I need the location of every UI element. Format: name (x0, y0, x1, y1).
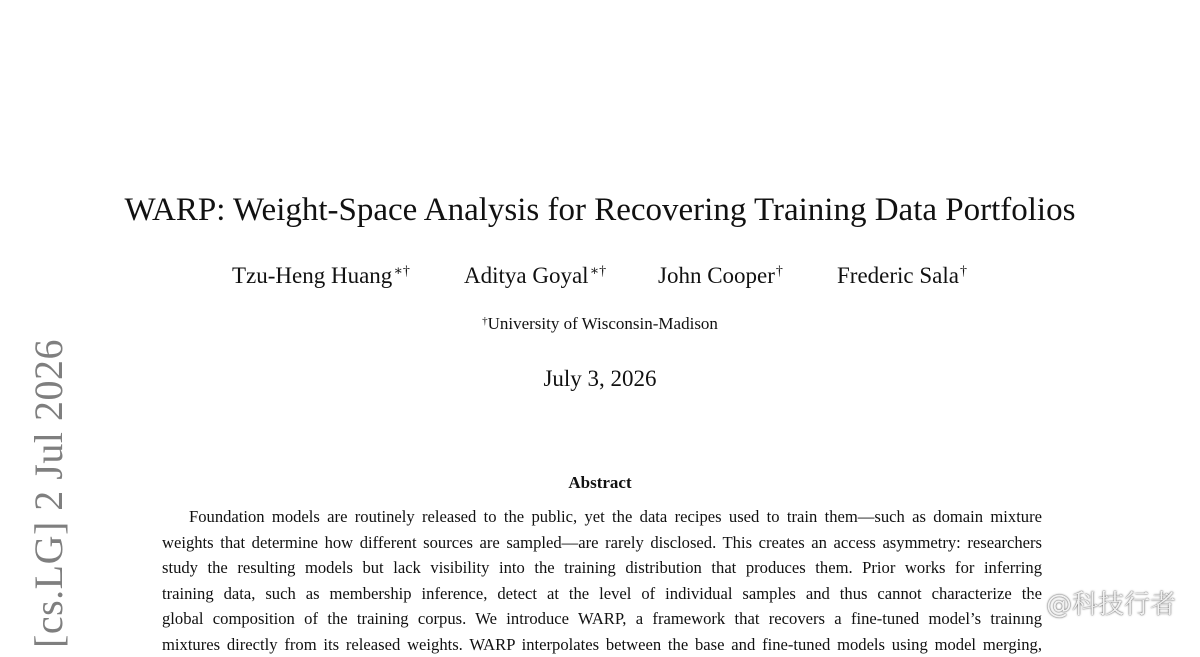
author-list (0, 260, 1200, 292)
author-4 (837, 260, 967, 292)
abstract-body (162, 504, 1042, 657)
abstract-line: training data, such as membership inference, detect at the level of individual samples and thus cannot characterize the (162, 581, 1042, 607)
author-marks: † (776, 264, 783, 279)
author-marks: † (960, 264, 967, 279)
source-watermark (1014, 588, 1176, 622)
author-1 (232, 260, 410, 292)
paper-title: WARP: Weight-Space Analysis for Recovering Training Data Portfolios (0, 190, 1200, 230)
affiliation-name: University of Wisconsin-Madison (488, 314, 718, 333)
author-3 (658, 260, 783, 292)
arxiv-side-stamp: [cs.LG] 2 Jul 2026 (29, 339, 69, 648)
author-name: Tzu-Heng Huang (232, 263, 392, 288)
weibo-logo-icon (1014, 592, 1040, 618)
author-marks: ∗† (590, 264, 607, 279)
abstract-line: weights that determine how different sources are sampled—are rarely disclosed. This creates an access asymmetry: researchers (162, 530, 1042, 556)
abstract-heading: Abstract (0, 471, 1200, 495)
watermark-text: @科技行者 (1046, 588, 1176, 622)
author-name: Aditya Goyal (464, 263, 589, 288)
abstract-line: global composition of the training corpus. We introduce WARP, a framework that recovers a fine-tuned model’s training (162, 606, 1042, 632)
author-name: John Cooper (658, 263, 775, 288)
abstract-line: Foundation models are routinely released to the public, yet the data recipes used to train them—such as domain mixture (162, 504, 1042, 530)
paper-date: July 3, 2026 (0, 364, 1200, 394)
author-marks: ∗† (393, 264, 410, 279)
affiliation-mark: † (482, 315, 488, 327)
affiliation (0, 312, 1200, 336)
author-2 (464, 260, 606, 292)
abstract-line: mixtures directly from its released weights. WARP interpolates between the base and fine-tuned models using model merging, (162, 632, 1042, 657)
abstract-line: study the resulting models but lack visibility into the training distribution that produces them. Prior works for inferring (162, 555, 1042, 581)
author-name: Frederic Sala (837, 263, 959, 288)
